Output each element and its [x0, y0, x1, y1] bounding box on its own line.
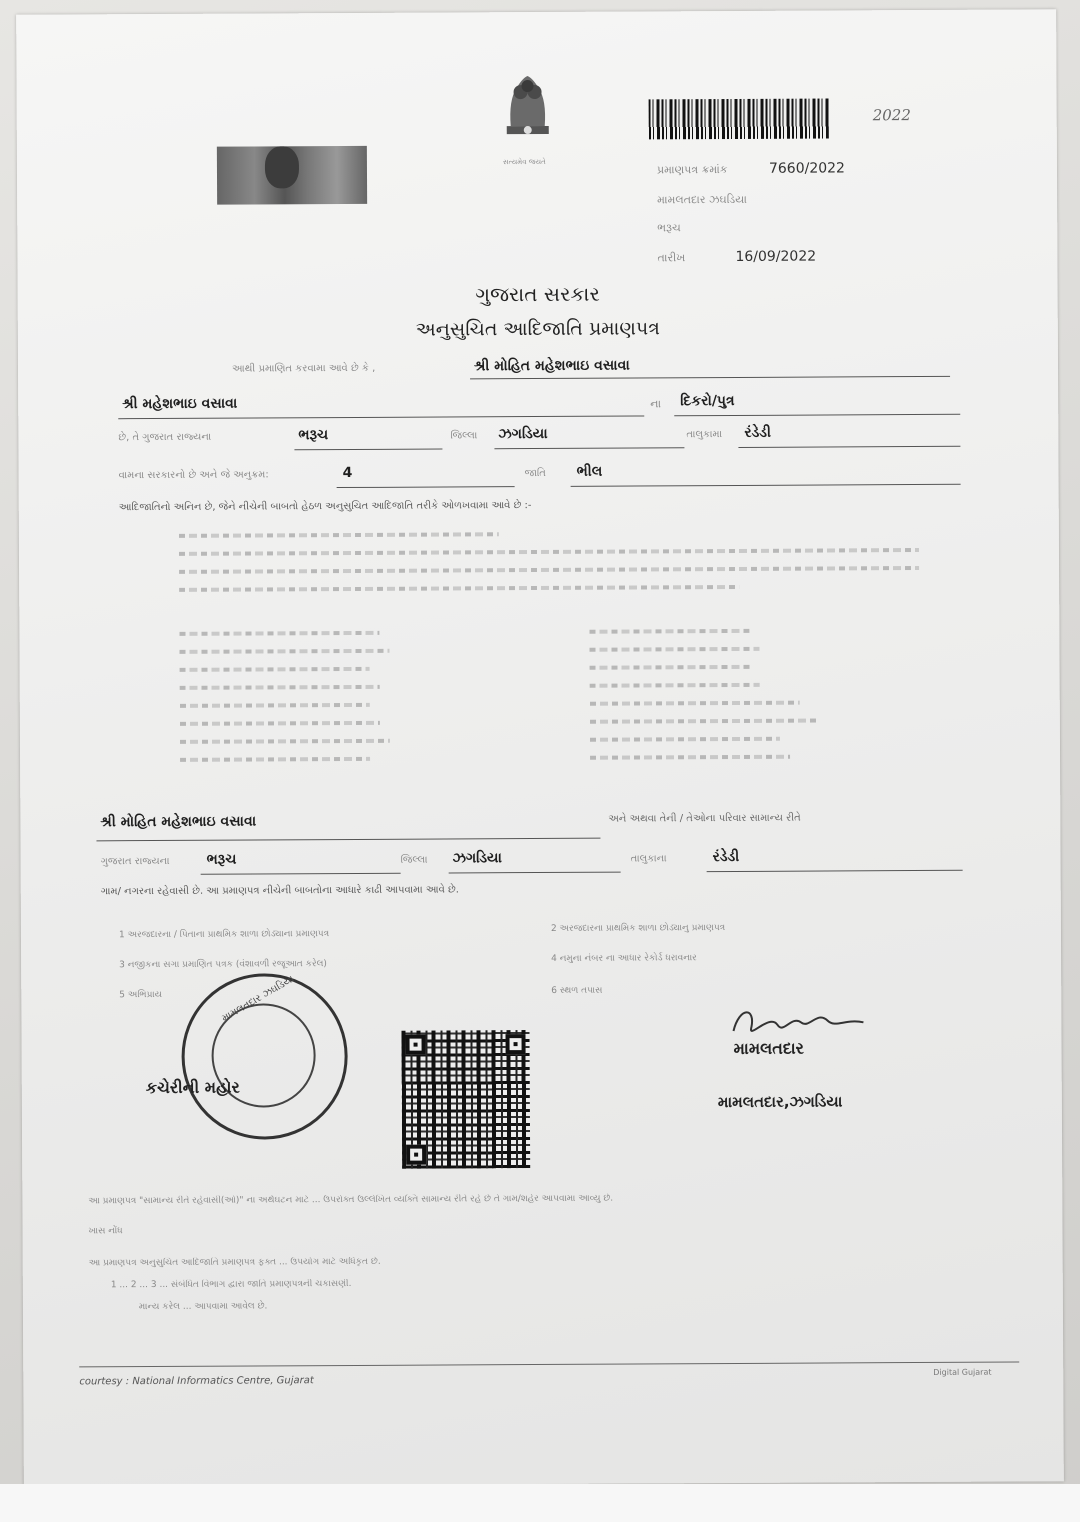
national-emblem-icon: [496, 70, 558, 150]
father-name: શ્રી મહેશભાઇ વસાવા: [122, 395, 238, 413]
district2-underline-2: [449, 872, 621, 874]
certificate-number: 7660/2022: [768, 160, 845, 177]
taluka-label-1: તાલુકામા: [686, 429, 723, 441]
taluka-underline-2: [707, 870, 963, 872]
relation-value: દિકરો/પુત્ર: [680, 392, 735, 410]
faded-text-line: [180, 757, 370, 762]
faded-text-line: [179, 532, 499, 538]
faded-text-line: [180, 721, 380, 726]
district-label-2: જિલ્લા: [400, 854, 428, 866]
notice-text: આદિજાતિનો અનિન છે, જેને નીચેની બાબતો હેઠળ અનુસુચિત આદિજાતિ તરીકે ઓળખવામા આવે છે :-: [118, 500, 532, 514]
faded-text-line: [180, 739, 390, 744]
state-label-1: છે, તે ગુજરાત રાજ્યના: [118, 431, 212, 444]
district-underline-1: [294, 449, 442, 451]
faded-text-line: [589, 647, 759, 652]
faded-text-line: [179, 548, 919, 556]
serial-label: પ્રમાણપત્ર ક્રમાંક: [656, 163, 728, 177]
serial-row-value: 4: [342, 464, 353, 482]
footer-note-4: 1 ... 2 ... 3 ... સંબંધિત વિભાગ દ્વારા જાતિ પ્રમાણપત્રની ચકાસણી.: [110, 1278, 352, 1291]
taluka-label-2: તાલુકાના: [630, 853, 667, 865]
basis-item-2: 2 અરજદારના પ્રાથમિક શાળા છોડ્યાનુ પ્રમાણપત્ર: [550, 923, 726, 934]
district2-underline-1: [494, 447, 684, 449]
verification-qr-code: [401, 1030, 530, 1169]
seal-ring-text: મામલતદાર ઝઘડિયા: [220, 973, 297, 1025]
basis-item-6: 6 સ્થળ તપાસ: [551, 985, 603, 996]
district2-value-1: ઝગડિયા: [498, 425, 548, 443]
government-title: ગુજરાત સરકાર: [475, 281, 600, 307]
basis-item-4: 4 નમુના નંબર ના આધાર રેકોર્ડ ધરાવનાર: [551, 953, 697, 964]
faded-text-line: [590, 683, 760, 688]
handwritten-year: 2022: [872, 106, 911, 125]
faded-text-line: [589, 629, 749, 634]
residence-text: ગામ/ નગરના રહેવાસી છે. આ પ્રમાણપત્ર નીચેની બાબતોના આધારે કાઢી આપવામા આવે છે.: [100, 884, 459, 898]
family-label: અને અથવા તેની / તેઓના પરિવાર સામાન્ય રીતે: [608, 812, 801, 825]
qr-finder: [505, 1034, 525, 1054]
serial-row-label: વામના સરકારનો છે અને જે અનુક્રમ:: [118, 469, 269, 482]
footer-rule: [79, 1361, 1019, 1367]
basis-item-3: 3 નજીકના સગા પ્રમાણિત પત્રક (વંશાવળી રજૂઆત કરેલ): [119, 959, 327, 971]
faded-text-line: [180, 685, 380, 690]
qr-finder: [406, 1145, 426, 1165]
faded-text-line: [590, 701, 800, 706]
caste-underline: [571, 484, 961, 487]
faded-text-line: [590, 665, 750, 670]
courtesy-text: courtesy : National Informatics Centre, Gujarat: [79, 1375, 314, 1388]
taluka-value-2: રંડેડી: [712, 848, 740, 866]
taluka-value-1: રંડેડી: [744, 424, 772, 441]
faded-text-line: [590, 755, 790, 760]
date-label: તારીખ: [657, 251, 686, 265]
basis-item-5: 5 અભિપ્રાય: [119, 989, 163, 1001]
holder-name-2: શ્રી મોહિત મહેશભાઇ વસાવા: [100, 813, 257, 831]
footer-note-3: આ પ્રમાણપત્ર અનુસુચિત આદિજાતિ પ્રમાણપત્ર ફક્ત ... ઉપયોગ માટે અધિકૃત છે.: [88, 1256, 381, 1269]
faded-text-line: [179, 649, 389, 654]
district-value-2: ભરૂચ: [206, 851, 237, 868]
district-label: ભરૂચ: [657, 221, 681, 235]
caste-label: જાતિ: [524, 467, 546, 480]
digital-gujarat-mark: Digital Gujarat: [933, 1367, 992, 1377]
signatory-designation: મામલતદાર: [733, 1038, 804, 1058]
caste-value: ભીલ: [576, 463, 603, 480]
certificate-title: અનુસુચિત આદિજાતિ પ્રમાણપત્ર: [415, 317, 660, 341]
holder-name-underline: [470, 376, 950, 380]
faded-text-line: [180, 667, 370, 672]
state-label-2: ગુજરાત રાજ્યના: [100, 855, 170, 868]
faded-text-line: [179, 566, 919, 574]
certificate-barcode: [649, 98, 829, 139]
faded-text-line: [179, 585, 739, 592]
footer-note-1: આ પ્રમાણપત્ર "સામાન્ય રીતે રહેવાસી(ઓ)" ના અર્થઘટન માટે ... ઉપરોક્ત ઉલ્લેખિત વ્યક્તિ સામાન્ય રીતે રહે છે તે ગામ/શહેર આપવામા આવ્યુ છે.: [88, 1193, 614, 1207]
issue-date: 16/09/2022: [735, 248, 817, 265]
district2-value-2: ઝગડિયા: [452, 850, 502, 867]
faded-text-line: [180, 703, 370, 708]
district-label-1: જિલ્લા: [450, 430, 478, 442]
faded-text-line: [590, 737, 780, 742]
emblem-caption: સત્યમેવ જયતે: [502, 157, 546, 167]
signatory-office: મામલતદાર,ઝગડિયા: [717, 1092, 843, 1112]
holder-name-2-underline: [96, 838, 600, 842]
faded-text-line: [590, 719, 820, 724]
footer-note-5: માન્ય કરેલ ... આપવામા આવેલ છે.: [138, 1301, 268, 1313]
relation-underline: [674, 414, 960, 416]
holder-name: શ્રી મોહિત મહેશભાઇ વસાવા: [473, 357, 630, 375]
district-underline-2: [201, 873, 401, 875]
viewer-bottom-bar: [0, 1484, 1080, 1522]
footer-note-2: ખાસ નોંધ: [88, 1226, 123, 1237]
serial-row-underline: [337, 486, 515, 488]
certificate-document: [16, 9, 1064, 1486]
qr-finder: [405, 1035, 425, 1055]
father-name-underline: [118, 415, 644, 419]
office-label: મામલતદાર ઝઘડિયા: [657, 192, 747, 207]
applicant-photo-head: [265, 146, 299, 188]
district-value-1: ભરૂચ: [298, 427, 329, 444]
certify-label: આથી પ્રમાણિત કરવામા આવે છે કે ,: [231, 362, 376, 375]
relation-label: ના: [650, 397, 662, 411]
taluka-underline-1: [738, 446, 960, 448]
basis-item-1: 1 અરજદારના / પિતાના પ્રાથમિક શાળા છોડ્યાના પ્રમાણપત્ર: [118, 929, 330, 941]
faded-text-line: [179, 631, 379, 636]
seal-label: કચેરીની મહોર: [145, 1077, 240, 1098]
